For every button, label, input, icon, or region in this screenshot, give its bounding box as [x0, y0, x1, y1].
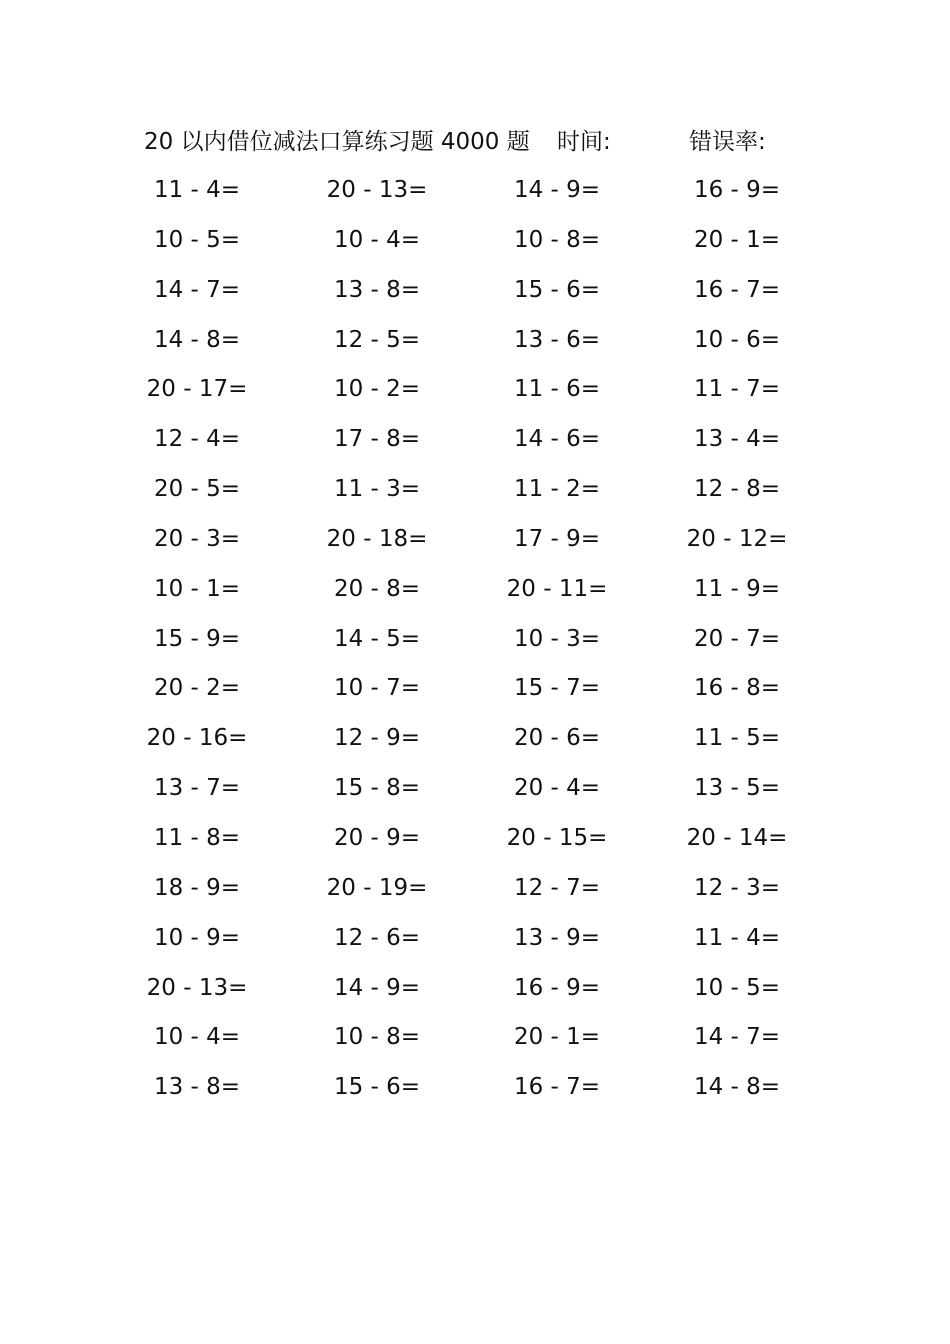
problem-item: 16 - 8= [693, 675, 781, 702]
problem-item: 14 - 9= [333, 974, 421, 1001]
problem-item: 15 - 8= [333, 775, 421, 802]
problem-item: 11 - 3= [333, 476, 421, 503]
problem-item: 10 - 9= [153, 924, 241, 951]
problem-item: 11 - 5= [693, 725, 781, 752]
problem-row [130, 718, 820, 768]
problem-row [130, 868, 820, 918]
problem-item: 10 - 8= [333, 1024, 421, 1051]
problem-row [130, 519, 820, 569]
problem-item: 20 - 17= [146, 376, 248, 403]
problem-item: 20 - 1= [513, 1024, 601, 1051]
problem-item: 10 - 2= [333, 376, 421, 403]
problem-item: 20 - 6= [513, 725, 601, 752]
problem-item: 14 - 8= [693, 1074, 781, 1101]
problem-item: 20 - 4= [513, 775, 601, 802]
problem-item: 20 - 1= [693, 226, 781, 253]
problem-item: 11 - 7= [693, 376, 781, 403]
problem-row [130, 270, 820, 320]
problem-item: 10 - 6= [693, 326, 781, 353]
problem-item: 10 - 3= [513, 625, 601, 652]
problem-row [130, 818, 820, 868]
problem-item: 13 - 7= [153, 775, 241, 802]
problem-item: 10 - 1= [153, 575, 241, 602]
problem-item: 20 - 9= [333, 824, 421, 851]
problem-item: 12 - 8= [693, 476, 781, 503]
problem-item: 16 - 9= [693, 177, 781, 203]
problem-item: 15 - 6= [333, 1074, 421, 1101]
problem-item: 14 - 8= [153, 326, 241, 353]
problem-item: 12 - 4= [153, 426, 241, 453]
problem-item: 13 - 8= [333, 276, 421, 303]
problem-item: 20 - 14= [686, 824, 788, 851]
problem-item: 15 - 7= [513, 675, 601, 702]
error-rate-label: 错误率: [689, 129, 766, 155]
problem-item: 11 - 2= [513, 476, 601, 503]
problem-item: 13 - 8= [153, 1074, 241, 1101]
problem-item: 10 - 4= [333, 226, 421, 253]
problem-row [130, 918, 820, 968]
problem-item: 20 - 12= [686, 525, 788, 552]
problem-item: 20 - 7= [693, 625, 781, 652]
problem-item: 20 - 15= [506, 824, 608, 851]
problem-item: 12 - 6= [333, 924, 421, 951]
problem-row [130, 619, 820, 669]
problem-item: 17 - 8= [333, 426, 421, 453]
problem-item: 10 - 8= [513, 226, 601, 253]
problem-item: 11 - 6= [513, 376, 601, 403]
problem-item: 20 - 8= [333, 575, 421, 602]
problem-item: 15 - 6= [513, 276, 601, 303]
problem-row [130, 1067, 820, 1117]
problem-row [130, 419, 820, 469]
problem-item: 14 - 9= [513, 177, 601, 203]
problem-item: 20 - 2= [153, 675, 241, 702]
problem-item: 20 - 13= [146, 974, 248, 1001]
problem-row [130, 170, 820, 220]
problem-item: 10 - 7= [333, 675, 421, 702]
problem-item: 20 - 16= [146, 725, 248, 752]
problem-item: 17 - 9= [513, 525, 601, 552]
problem-item: 11 - 4= [693, 924, 781, 951]
problem-row [130, 668, 820, 718]
problem-item: 12 - 7= [513, 874, 601, 901]
problem-item: 20 - 11= [506, 575, 608, 602]
problem-row [130, 369, 820, 419]
problem-row [130, 469, 820, 519]
problem-item: 12 - 9= [333, 725, 421, 752]
problem-item: 13 - 5= [693, 775, 781, 802]
problem-item: 11 - 9= [693, 575, 781, 602]
problem-row [130, 1017, 820, 1067]
problem-item: 12 - 3= [693, 874, 781, 901]
problem-row [130, 220, 820, 270]
problem-item: 11 - 4= [153, 177, 241, 203]
problem-item: 20 - 18= [326, 525, 428, 552]
problem-grid [130, 170, 820, 1117]
problem-row [130, 768, 820, 818]
problem-item: 10 - 4= [153, 1024, 241, 1051]
problem-item: 16 - 7= [513, 1074, 601, 1101]
problem-row [130, 569, 820, 619]
problem-item: 13 - 4= [693, 426, 781, 453]
problem-item: 11 - 8= [153, 824, 241, 851]
problem-item: 10 - 5= [153, 226, 241, 253]
problem-item: 15 - 9= [153, 625, 241, 652]
problem-item: 18 - 9= [153, 874, 241, 901]
problem-row [130, 320, 820, 370]
problem-item: 20 - 13= [326, 177, 428, 203]
problem-item: 20 - 19= [326, 874, 428, 901]
problem-item: 13 - 9= [513, 924, 601, 951]
problem-item: 12 - 5= [333, 326, 421, 353]
worksheet-title: 20 以内借位减法口算练习题 4000 题 [144, 129, 530, 155]
problem-row [130, 968, 820, 1018]
problem-item: 10 - 5= [693, 974, 781, 1001]
problem-item: 16 - 7= [693, 276, 781, 303]
problem-item: 14 - 7= [693, 1024, 781, 1051]
problem-item: 14 - 7= [153, 276, 241, 303]
problem-item: 20 - 3= [153, 525, 241, 552]
problem-item: 14 - 6= [513, 426, 601, 453]
time-label: 时间: [557, 129, 611, 155]
problem-item: 20 - 5= [153, 476, 241, 503]
problem-item: 16 - 9= [513, 974, 601, 1001]
problem-item: 13 - 6= [513, 326, 601, 353]
problem-item: 14 - 5= [333, 625, 421, 652]
